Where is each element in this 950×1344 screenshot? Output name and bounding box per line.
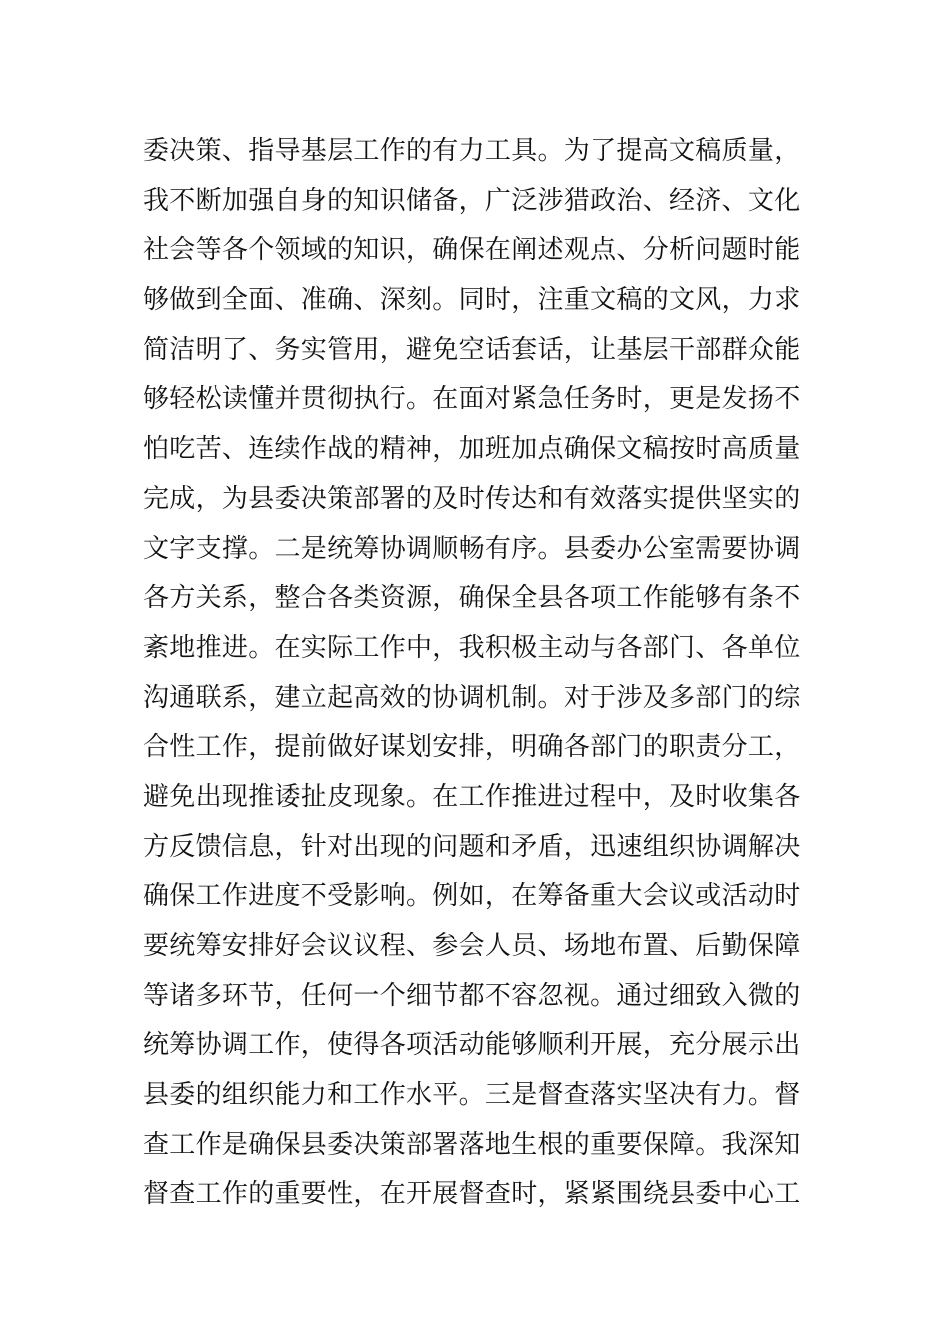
text-line: 完成，为县委决策部署的及时传达和有效落实提供坚实的: [143, 483, 801, 514]
text-line: 文字支撑。二是统筹协调顺畅有序。县委办公室需要协调: [143, 533, 801, 564]
text-line: 沟通联系，建立起高效的协调机制。对于涉及多部门的综: [143, 682, 801, 713]
text-line: 委决策、指导基层工作的有力工具。为了提高文稿质量，: [143, 136, 801, 166]
text-line: 合性工作，提前做好谋划安排，明确各部门的职责分工，: [143, 732, 801, 763]
text-line: 避免出现推诿扯皮现象。在工作推进过程中，及时收集各: [143, 781, 801, 812]
text-line: 各方关系，整合各类资源，确保全县各项工作能够有条不: [143, 583, 801, 614]
document-body: [143, 127, 813, 1220]
text-line: 督查工作的重要性，在开展督查时，紧紧围绕县委中心工: [143, 1179, 801, 1210]
text-line: 统筹协调工作，使得各项活动能够顺利开展，充分展示出: [143, 1030, 801, 1061]
text-line: 怕吃苦、连续作战的精神，加班加点确保文稿按时高质量: [143, 434, 801, 465]
text-line: 够轻松读懂并贯彻执行。在面对紧急任务时，更是发扬不: [143, 384, 801, 415]
text-line: 查工作是确保县委决策部署落地生根的重要保障。我深知: [143, 1129, 801, 1160]
text-line: 我不断加强自身的知识储备，广泛涉猎政治、经济、文化: [143, 185, 801, 216]
text-line: 确保工作进度不受影响。例如，在筹备重大会议或活动时: [143, 881, 801, 912]
text-line: 等诸多环节，任何一个细节都不容忽视。通过细致入微的: [143, 980, 801, 1011]
text-line: 县委的组织能力和工作水平。三是督查落实坚决有力。督: [143, 1080, 801, 1111]
text-line: 紊地推进。在实际工作中，我积极主动与各部门、各单位: [143, 632, 801, 663]
text-line: 方反馈信息，针对出现的问题和矛盾，迅速组织协调解决: [143, 831, 801, 862]
text-line: 社会等各个领域的知识，确保在阐述观点、分析问题时能: [143, 235, 801, 266]
text-line: 简洁明了、务实管用，避免空话套话，让基层干部群众能: [143, 334, 801, 365]
text-line: 要统筹安排好会议议程、参会人员、场地布置、后勤保障: [143, 931, 801, 961]
text-line: 够做到全面、准确、深刻。同时，注重文稿的文风，力求: [143, 285, 801, 316]
